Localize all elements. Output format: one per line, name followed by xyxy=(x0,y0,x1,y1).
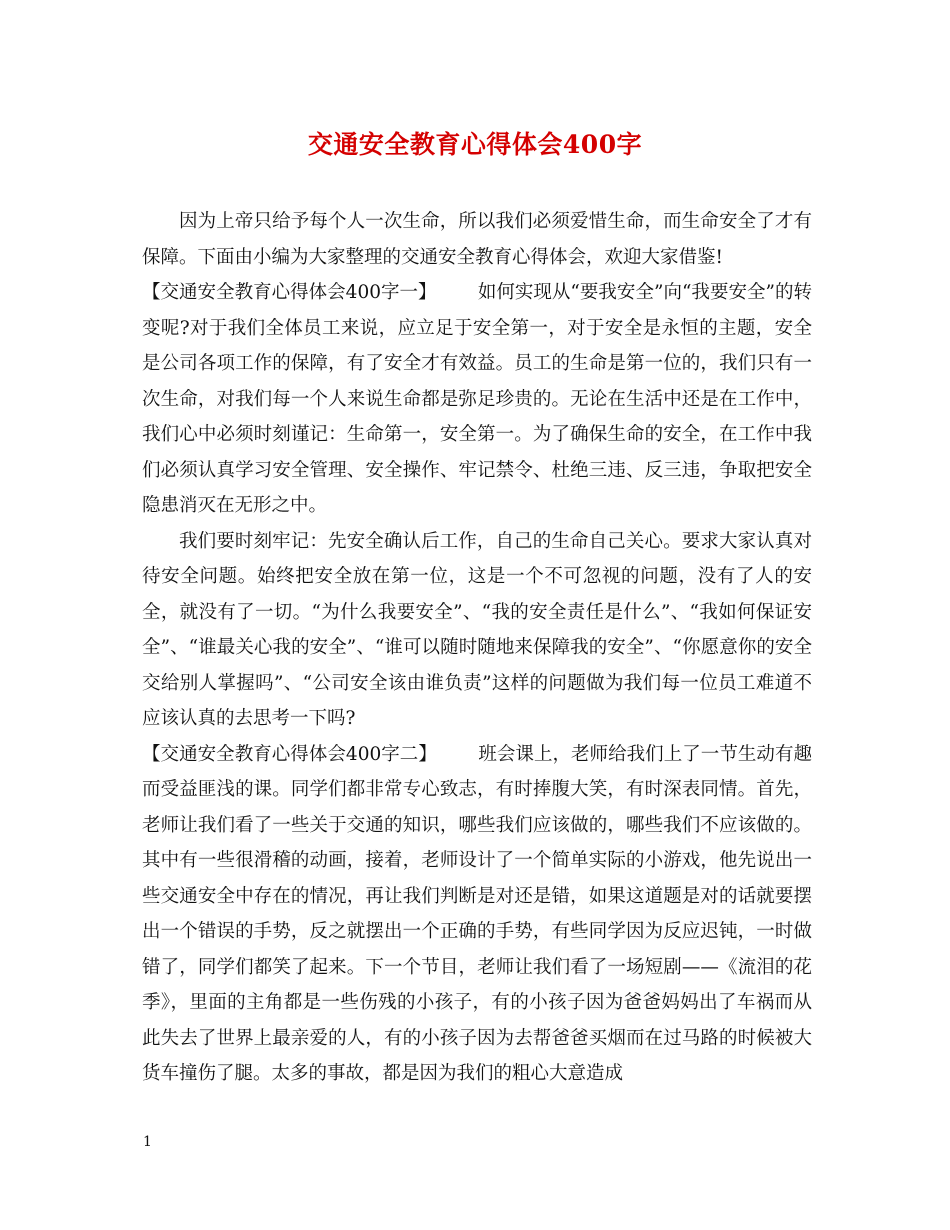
paragraph-reminder xyxy=(142,524,812,737)
document-title: 交通安全教育心得体会400字 xyxy=(307,130,643,159)
document-body xyxy=(142,204,812,1092)
paragraph-text: 班会课上，老师给我们上了一节生动有趣而受益匪浅的课。同学们都非常专心致志，有时捧腹大笑，有时深表同情。首先，老师让我们看了一些关于交通的知识，哪些我们应该做的，哪些我们不应该做的。其中有一些很滑稽的动画，接着，老师设计了一个简单实际的小游戏，他先说出一些交通安全中存在的情况，再让我们判断是对还是错，如果这道题是对的话就要摆出一个错误的手势，反之就摆出一个正确的手势，有些同学因为反应迟钝，一时做错了，同学们都笑了起来。下一个节目，老师让我们看了一场短剧——《流泪的花季》，里面的主角都是一些伤残的小孩子，有的小孩子因为爸爸妈妈出了车祸而从此失去了世界上最亲爱的人，有的小孩子因为去帮爸爸买烟而在过马路的时候被大货车撞伤了腿。太多的事故，都是因为我们的粗心大意造成 xyxy=(142,743,812,1084)
section-heading-two: 【交通安全教育心得体会400字二】 xyxy=(142,743,437,765)
paragraph-intro xyxy=(142,204,812,275)
page-number: 1 xyxy=(143,1134,152,1150)
paragraph-text: 如何实现从“要我安全”向“我要安全”的转变呢?对于我们全体员工来说，应立足于安全第一，对于安全是永恒的主题，安全是公司各项工作的保障，有了安全才有效益。员工的生命是第一位的，我们只有一次生命，对我们每一个人来说生命都是弥足珍贵的。无论在生活中还是在工作中，我们心中必须时刻谨记：生命第一，安全第一。为了确保生命的安全，在工作中我们必须认真学习安全管理、安全操作、牢记禁令、杜绝三违、反三违，争取把安全隐患消灭在无形之中。 xyxy=(142,282,812,516)
paragraph-section-two xyxy=(142,737,812,1092)
paragraph-section-one xyxy=(142,275,812,524)
section-heading-one: 【交通安全教育心得体会400字一】 xyxy=(142,282,437,303)
paragraph-text: 我们要时刻牢记：先安全确认后工作，自己的生命自己关心。要求大家认真对待安全问题。始终把安全放在第一位，这是一个不可忽视的问题，没有了人的安全，就没有了一切。“为什么我要安全”、“我的安全责任是什么”、“我如何保证安全”、“谁最关心我的安全”、“谁可以随时随地来保障我的安全”、“你愿意你的安全交给别人掌握吗”、“公司安全该由谁负责”这样的问题做为我们每一位员工难道不应该认真的去思考一下吗? xyxy=(142,530,812,729)
paragraph-text: 因为上帝只给予每个人一次生命，所以我们必须爱惜生命，而生命安全了才有保障。下面由小编为大家整理的交通安全教育心得体会，欢迎大家借鉴! xyxy=(142,211,812,268)
